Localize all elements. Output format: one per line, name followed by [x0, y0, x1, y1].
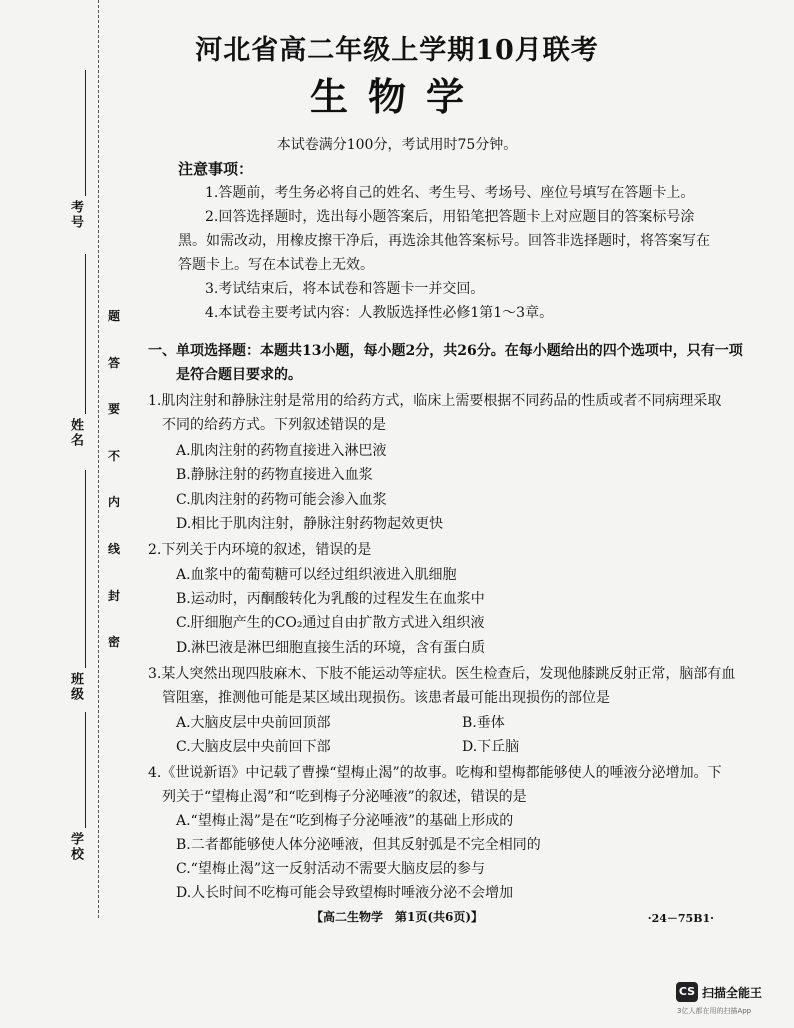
seal-char: 线: [108, 542, 121, 556]
question-stem: 1.肌肉注射和静脉注射是常用的给药方式，临床上需要根据不同药品的性质或者不同病理采取: [148, 393, 722, 409]
seal-char: 要: [108, 402, 121, 416]
option-b: B.二者都能够使人体分泌唾液，但其反射弧是不完全相同的: [176, 837, 541, 853]
notice-line: 3.考试结束后，将本试卷和答题卡一并交回。: [205, 281, 485, 297]
notice-line: 2.回答选择题时，选出每小题答案后，用铅笔把答题卡上对应题目的答案标号涂: [205, 209, 695, 225]
notice-line: 黑。如需改动，用橡皮擦干净后，再选涂其他答案标号。回答非选择题时，将答案写在: [178, 233, 710, 249]
option-d: D.下丘脑: [462, 739, 520, 755]
question-stem: 2.下列关于内环境的叙述，错误的是: [148, 542, 372, 558]
option-c: C.大脑皮层中央前回下部: [176, 739, 331, 755]
notice-line: 1.答题前，考生务必将自己的姓名、考生号、考场号、座位号填写在答题卡上。: [205, 185, 695, 201]
camscanner-logo-icon: CS: [676, 982, 698, 1002]
option-a: A.“望梅止渴”是在“吃到梅子分泌唾液”的基础上形成的: [176, 813, 514, 829]
option-c: C.“望梅止渴”这一反射活动不需要大脑皮层的参与: [176, 861, 485, 877]
seal-char: 不: [108, 449, 121, 463]
option-a: A.大脑皮层中央前回顶部: [176, 715, 331, 731]
option-d: D.淋巴液是淋巴细胞直接生活的环境，含有蛋白质: [176, 640, 486, 656]
seal-char: 密: [108, 635, 121, 649]
seal-char: 答: [108, 356, 121, 370]
option-a: A.血浆中的葡萄糖可以经过组织液进入肌细胞: [176, 567, 457, 583]
camscanner-tagline: 3亿人都在用的扫描App: [677, 1007, 752, 1015]
notice-line: 答题卡上。写在本试卷上无效。: [178, 257, 374, 273]
option-d: D.相比于肌肉注射，静脉注射药物起效更快: [176, 516, 444, 532]
question-stem: 不同的给药方式。下列叙述错误的是: [162, 417, 386, 433]
question-stem: 4.《世说新语》中记载了曹操“望梅止渴”的故事。吃梅和望梅都能够使人的唾液分泌增加。下: [148, 765, 722, 781]
question-stem: 列关于“望梅止渴”和“吃到梅子分泌唾液”的叙述，错误的是: [162, 789, 527, 805]
option-c: C.肌肉注射的药物可能会渗入血浆: [176, 492, 387, 508]
name-line: [85, 254, 87, 414]
section-heading: 一、单项选择题：本题共13小题，每小题2分，共26分。在每小题给出的四个选项中，只有一项: [148, 343, 743, 359]
option-b: B.运动时，丙酮酸转化为乳酸的过程发生在血浆中: [176, 591, 485, 607]
option-b: B.垂体: [462, 715, 505, 731]
option-b: B.静脉注射的药物直接进入血浆: [176, 467, 373, 483]
class-line: [85, 470, 87, 668]
name-label: 姓名: [68, 418, 83, 448]
notice-line: 4.本试卷主要考试内容：人教版选择性必修1第1～3章。: [205, 305, 554, 321]
exam-title: 河北省高二年级上学期10月联考: [195, 35, 599, 66]
class-label: 班级: [68, 672, 83, 702]
seal-char: 题: [108, 309, 121, 323]
option-a: A.肌肉注射的药物直接进入淋巴液: [176, 443, 387, 459]
section-heading-cont: 是符合题目要求的。: [176, 367, 302, 383]
page-footer: 【高二生物学 第1页(共6页)】: [310, 910, 484, 924]
exam-no-label: 考号: [68, 200, 83, 230]
seal-char: 内: [108, 495, 121, 509]
seal-char: 封: [108, 589, 121, 603]
question-stem: 管阻塞，推测他可能是某区域出现损伤。该患者最可能出现损伤的部位是: [162, 690, 610, 706]
school-label: 学校: [68, 832, 83, 862]
school-line: [85, 712, 87, 828]
camscanner-name: 扫描全能王: [702, 986, 763, 1000]
paper-code: ·24－75B1·: [647, 912, 714, 925]
option-d: D.人长时间不吃梅可能会导致望梅时唾液分泌不会增加: [176, 885, 514, 901]
exam-info: 本试卷满分100分，考试用时75分钟。: [276, 137, 518, 153]
question-stem: 3.某人突然出现四肢麻木、下肢不能运动等症状。医生检查后，发现他膝跳反射正常，脑部有血: [148, 666, 736, 682]
subject-title: 生物学: [309, 74, 484, 119]
option-c: C.肝细胞产生的CO₂通过自由扩散方式进入组织液: [176, 615, 485, 631]
notice-title: 注意事项：: [178, 160, 254, 178]
